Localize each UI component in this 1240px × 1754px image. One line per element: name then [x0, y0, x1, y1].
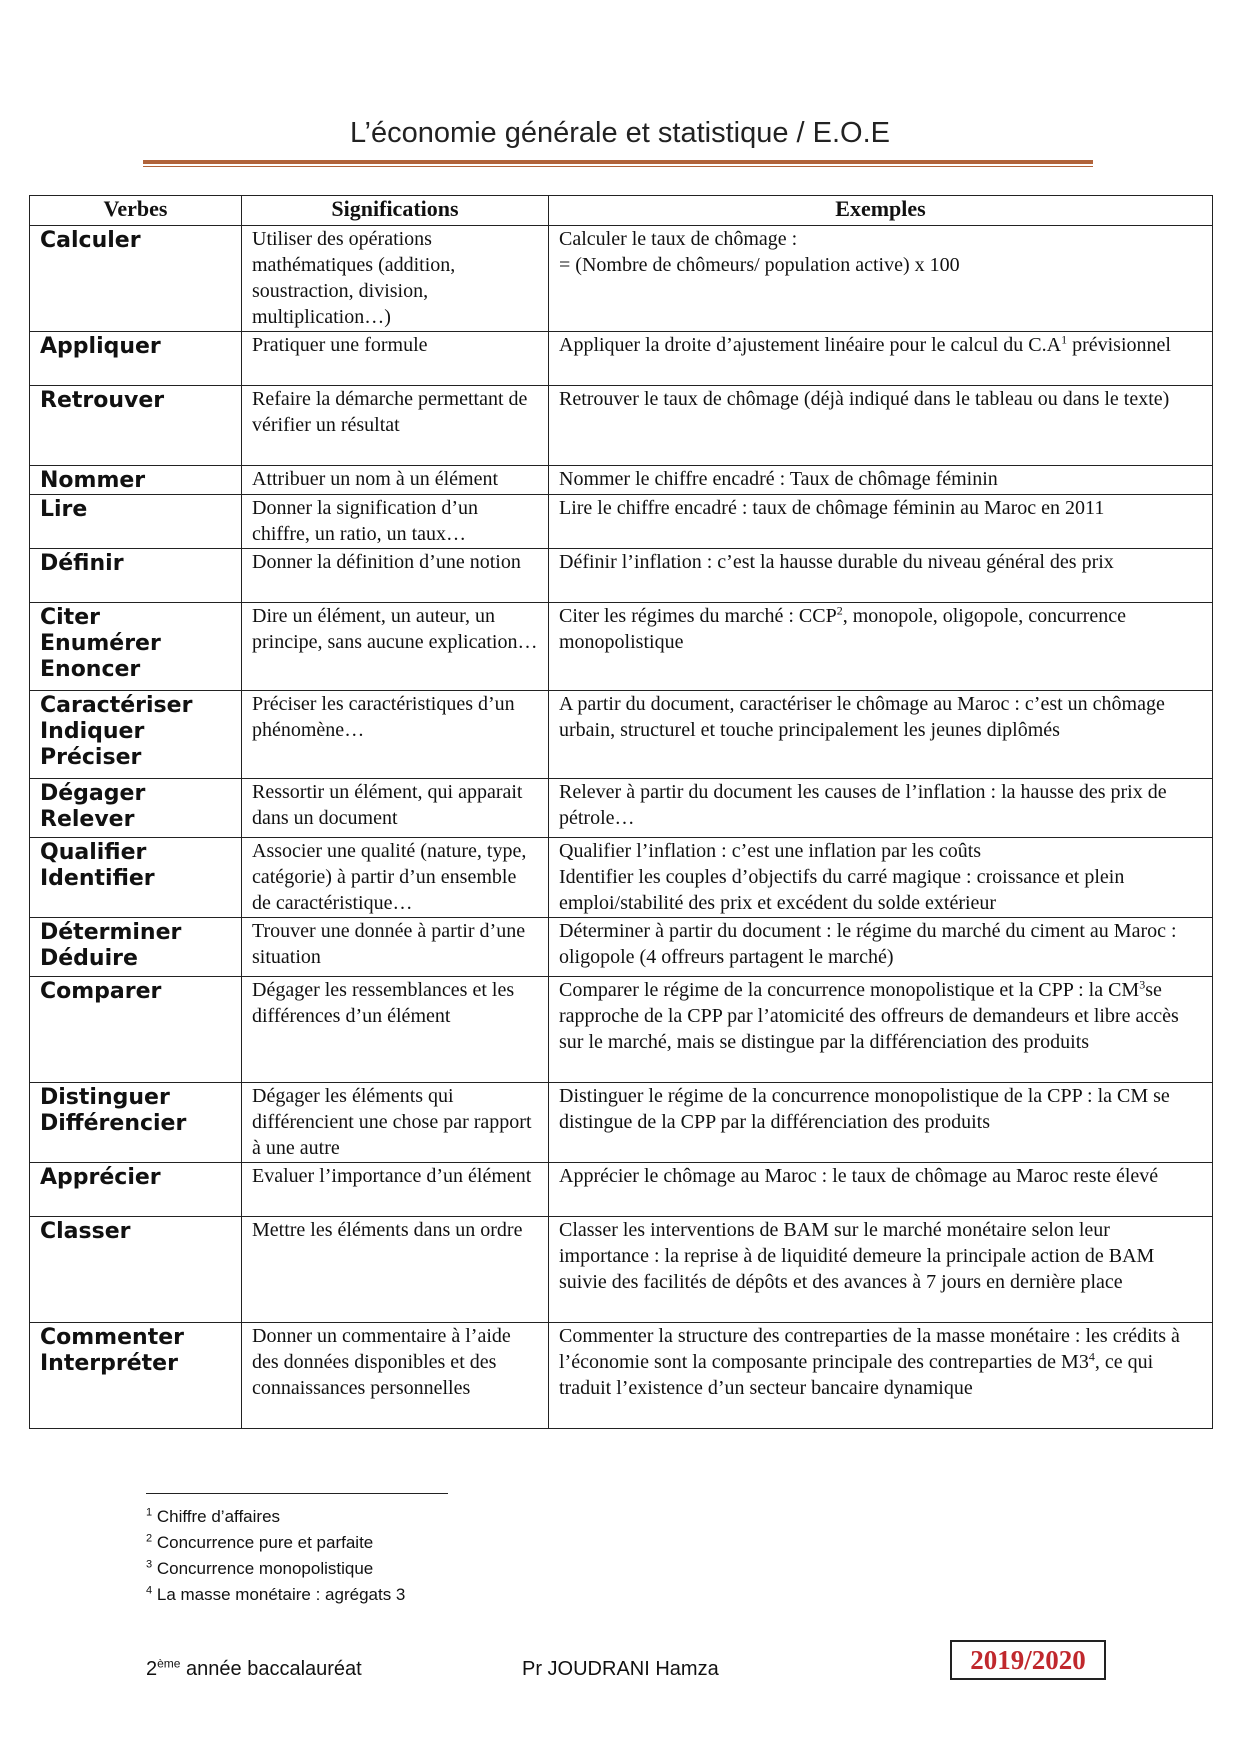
table-row — [30, 691, 1213, 779]
footnotes — [146, 1504, 405, 1608]
example-text: Comparer le régime de la concurrence monopolistique et la CPP : la CM — [559, 979, 1140, 1001]
signification-cell: Refaire la démarche permettant de vérifier un résultat — [242, 386, 549, 466]
verb-cell — [30, 549, 242, 603]
verb-label: Relever — [40, 807, 135, 832]
signification-cell: Mettre les éléments dans un ordre — [242, 1217, 549, 1323]
example-cell — [549, 977, 1213, 1083]
footnote-number: 3 — [146, 1558, 153, 1571]
table-row — [30, 977, 1213, 1083]
verb-cell — [30, 332, 242, 386]
footer-level-text: année baccalauréat — [180, 1658, 362, 1680]
title-divider-thin — [143, 166, 1093, 167]
verb-cell — [30, 779, 242, 838]
verb-cell — [30, 838, 242, 918]
example-cell: Nommer le chiffre encadré : Taux de chômage féminin — [549, 466, 1213, 495]
table-row — [30, 838, 1213, 918]
verb-label: Préciser — [40, 745, 142, 770]
table-row — [30, 332, 1213, 386]
signification-cell: Donner la signification d’un chiffre, un ratio, un taux… — [242, 495, 549, 549]
verb-label: Apprécier — [40, 1165, 161, 1190]
table-row — [30, 466, 1213, 495]
table-header-row — [30, 196, 1213, 226]
verb-cell — [30, 1323, 242, 1429]
example-cell — [549, 603, 1213, 691]
verb-label: Qualifier — [40, 840, 147, 865]
signification-cell: Dire un élément, un auteur, un principe, sans aucune explication… — [242, 603, 549, 691]
signification-cell: Donner un commentaire à l’aide des données disponibles et des connaissances personnelles — [242, 1323, 549, 1429]
verb-label: Déterminer — [40, 920, 182, 945]
verb-cell — [30, 1163, 242, 1217]
example-cell: Distinguer le régime de la concurrence monopolistique de la CPP : la CM se distingue de la CPP par la différenciation des produits — [549, 1083, 1213, 1163]
verb-cell — [30, 691, 242, 779]
table-row — [30, 1323, 1213, 1429]
example-cell: Lire le chiffre encadré : taux de chômage féminin au Maroc en 2011 — [549, 495, 1213, 549]
verb-label: Lire — [40, 497, 88, 522]
example-cell: Déterminer à partir du document : le régime du marché du ciment au Maroc : oligopole (4 offreurs partagent le marché) — [549, 918, 1213, 977]
verb-label: Différencier — [40, 1111, 187, 1136]
footnote-item — [146, 1582, 405, 1608]
table-row — [30, 918, 1213, 977]
footnote-divider — [146, 1493, 448, 1494]
signification-cell: Utiliser des opérations mathématiques (addition, soustraction, division, multiplication…) — [242, 226, 549, 332]
verb-label: Déduire — [40, 946, 138, 971]
signification-cell: Dégager les ressemblances et les différences d’un élément — [242, 977, 549, 1083]
footnote-item — [146, 1504, 405, 1530]
signification-cell: Préciser les caractéristiques d’un phénomène… — [242, 691, 549, 779]
verb-label: Citer — [40, 605, 100, 630]
table-row — [30, 1083, 1213, 1163]
example-text-cont: , monopole, oligopole, concurrence monopolistique — [559, 605, 1126, 653]
footer-author: Pr JOUDRANI Hamza — [522, 1658, 719, 1680]
verb-label: Enoncer — [40, 657, 141, 682]
verb-cell — [30, 603, 242, 691]
title-divider — [143, 160, 1093, 164]
verb-cell — [30, 1083, 242, 1163]
table-row — [30, 603, 1213, 691]
footer-level — [146, 1658, 362, 1681]
verb-cell — [30, 1217, 242, 1323]
header-verbes: Verbes — [30, 196, 242, 226]
example-cell — [549, 332, 1213, 386]
table-row — [30, 549, 1213, 603]
footer-level-sup: ème — [157, 1656, 181, 1671]
verb-label: Distinguer — [40, 1085, 170, 1110]
footnote-ref: 1 — [1061, 332, 1068, 347]
example-text: Qualifier l’inflation : c’est une inflation par les coûts — [559, 840, 982, 862]
example-text-2: = (Nombre de chômeurs/ population active) x 100 — [559, 254, 960, 276]
example-text: Appliquer la droite d’ajustement linéaire pour le calcul du C.A — [559, 334, 1062, 356]
example-cell — [549, 838, 1213, 918]
verb-cell — [30, 918, 242, 977]
verb-label: Dégager — [40, 781, 146, 806]
verb-label: Interpréter — [40, 1351, 178, 1376]
verb-cell — [30, 466, 242, 495]
verb-label: Appliquer — [40, 334, 161, 359]
table-row — [30, 386, 1213, 466]
verb-cell — [30, 495, 242, 549]
verb-label: Classer — [40, 1219, 131, 1244]
footnote-text: Chiffre d’affaires — [156, 1507, 281, 1526]
example-text-cont: , ce qui traduit l’existence d’un secteur bancaire dynamique — [559, 1351, 1154, 1399]
footnote-text: Concurrence monopolistique — [156, 1559, 374, 1578]
verb-label: Nommer — [40, 468, 146, 493]
table-row — [30, 226, 1213, 332]
header-significations: Significations — [242, 196, 549, 226]
signification-cell: Trouver une donnée à partir d’une situation — [242, 918, 549, 977]
table-row — [30, 495, 1213, 549]
verbs-table — [29, 195, 1213, 1429]
footnote-number: 2 — [146, 1532, 153, 1545]
footnote-item — [146, 1530, 405, 1556]
example-cell: Relever à partir du document les causes de l’inflation : la hausse des prix de pétrole… — [549, 779, 1213, 838]
verb-label: Retrouver — [40, 388, 165, 413]
signification-cell: Pratiquer une formule — [242, 332, 549, 386]
verb-label: Caractériser — [40, 693, 193, 718]
example-cell: A partir du document, caractériser le chômage au Maroc : c’est un chômage urbain, structurel et touche principalement les jeunes diplômés — [549, 691, 1213, 779]
page-title: L’économie générale et statistique / E.O.E — [349, 117, 891, 149]
verb-cell — [30, 977, 242, 1083]
example-text-cont: se rapproche de la CPP par l’atomicité des offreurs de demandeurs et libre accès sur le marché, mais se distingue par la différenciation des produits — [559, 979, 1179, 1053]
example-text: Citer les régimes du marché : CCP — [559, 605, 837, 627]
signification-cell: Ressortir un élément, qui apparait dans un document — [242, 779, 549, 838]
verb-label: Indiquer — [40, 719, 145, 744]
footnote-number: 4 — [146, 1584, 153, 1597]
header-exemples: Exemples — [549, 196, 1213, 226]
example-text: Calculer le taux de chômage : — [559, 228, 798, 250]
footer-level-num: 2 — [146, 1658, 158, 1680]
signification-cell: Associer une qualité (nature, type, catégorie) à partir d’un ensemble de caractéristique… — [242, 838, 549, 918]
verb-label: Comparer — [40, 979, 162, 1004]
example-cell: Retrouver le taux de chômage (déjà indiqué dans le tableau ou dans le texte) — [549, 386, 1213, 466]
table-row — [30, 1217, 1213, 1323]
example-text-2: Identifier les couples d’objectifs du carré magique : croissance et plein emploi/stabilité des prix et excédent du solde extérieur — [559, 866, 1125, 914]
signification-cell: Attribuer un nom à un élément — [242, 466, 549, 495]
verb-cell — [30, 226, 242, 332]
verb-label: Enumérer — [40, 631, 161, 656]
signification-cell: Donner la définition d’une notion — [242, 549, 549, 603]
footnote-ref: 3 — [1139, 977, 1146, 992]
footnote-text: Concurrence pure et parfaite — [156, 1533, 374, 1552]
footnote-text: La masse monétaire : agrégats 3 — [156, 1585, 406, 1604]
verb-label: Calculer — [40, 228, 141, 253]
footnote-number: 1 — [146, 1506, 153, 1519]
example-cell: Apprécier le chômage au Maroc : le taux de chômage au Maroc reste élevé — [549, 1163, 1213, 1217]
footnote-ref: 4 — [1088, 1349, 1095, 1364]
verb-cell — [30, 386, 242, 466]
table-row — [30, 1163, 1213, 1217]
footnote-item — [146, 1556, 405, 1582]
signification-cell: Dégager les éléments qui différencient une chose par rapport à une autre — [242, 1083, 549, 1163]
example-cell — [549, 1323, 1213, 1429]
verb-label: Identifier — [40, 866, 155, 891]
example-cell: Classer les interventions de BAM sur le marché monétaire selon leur importance : la reprise à de liquidité demeure la principale action de BAM suivie des facilités de dépôts et des avances à 7 jours en dernière place — [549, 1217, 1213, 1323]
verb-label: Définir — [40, 551, 124, 576]
verb-label: Commenter — [40, 1325, 184, 1350]
example-text: Commenter la structure des contreparties de la masse monétaire : les crédits à l’économie sont la composante principale des contreparties de M3 — [559, 1325, 1180, 1373]
table-row — [30, 779, 1213, 838]
example-text-cont: prévisionnel — [1067, 334, 1171, 356]
example-cell — [549, 226, 1213, 332]
example-cell: Définir l’inflation : c’est la hausse durable du niveau général des prix — [549, 549, 1213, 603]
footer-year-badge: 2019/2020 — [950, 1640, 1106, 1680]
footnote-ref: 2 — [836, 603, 843, 618]
signification-cell: Evaluer l’importance d’un élément — [242, 1163, 549, 1217]
